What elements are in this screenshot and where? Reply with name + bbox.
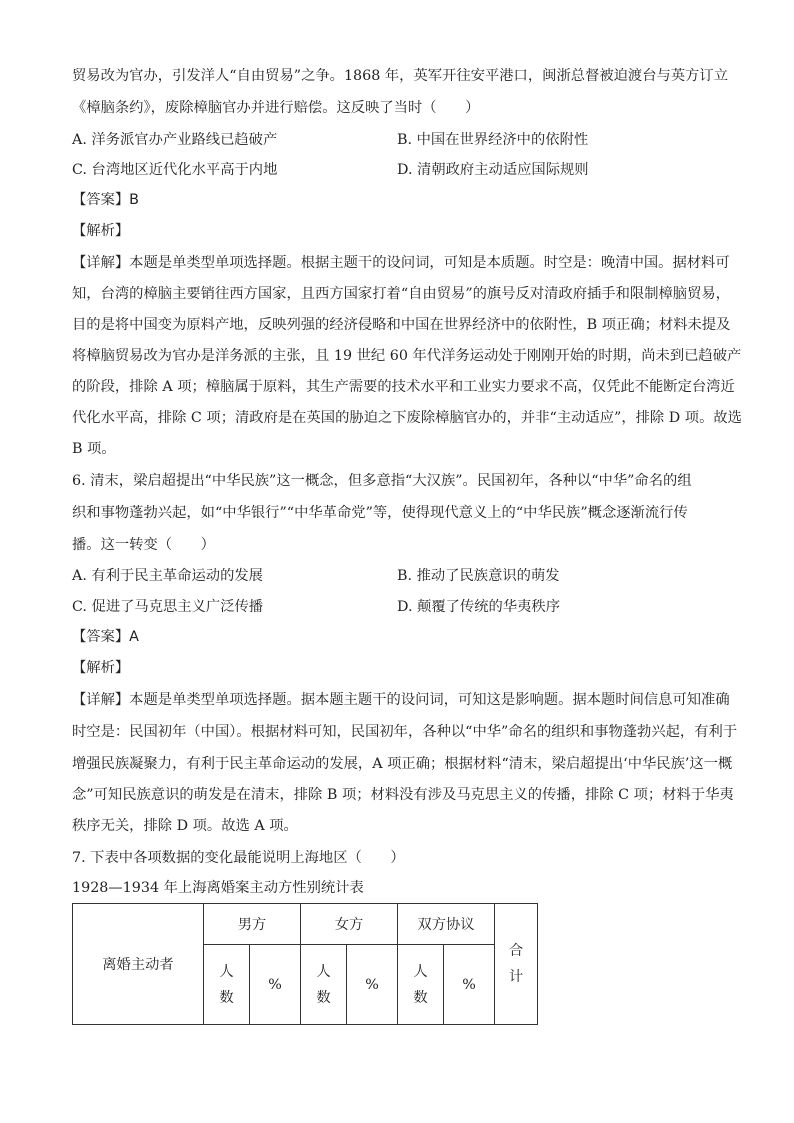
q5-detail-line-2: 知，台湾的樟脑主要销往西方国家，且西方国家打着“自由贸易”的旗号反对清政府插手和限制樟脑贸易， [72,286,730,302]
q5-option-b: B. 中国在世界经济中的依附性 [397,132,589,148]
q6-detail-line-2: 时空是：民国初年（中国）。根据材料可知，民国初年，各种以“中华”命名的组织和事物蓬勃兴起，有利于 [72,724,738,740]
q6-option-c: C. 促进了马克思主义广泛传播 [72,599,264,615]
q5-detail-line-4: 将樟脑贸易改为官办是洋务派的主张，且 19 世纪 60 年代洋务运动处于刚刚开始的时期，尚未到已趋破产 [72,348,742,364]
count-label: 人数 [413,963,428,1006]
group-header-mutual: 双方协议 [398,904,495,945]
q5-option-c: C. 台湾地区近代化水平高于内地 [72,162,278,178]
total-header-cell [495,904,538,1025]
q5-detail-line-7: B 项。 [72,441,116,457]
q6-option-d: D. 颠覆了传统的华夷秩序 [397,599,561,615]
q5-analysis-label: 【解析】 [72,223,130,239]
count-label: 人数 [219,963,234,1006]
q7-stem: 7. 下表中各项数据的变化最能说明上海地区（ ） [72,850,405,866]
q6-detail-line-5: 秩序无关，排除 D 项。故选 A 项。 [72,818,298,834]
q6-detail-line-4: 念”可知民族意识的萌发是在清末，排除 B 项；材料没有涉及马克思主义的传播，排除 C 项；材料于华夷 [72,787,734,803]
male-percent-header: % [250,945,301,1025]
male-count-header [204,945,250,1025]
row-header-cell: 离婚主动者 [73,904,204,1025]
q5-stem-line-1: 贸易改为官办，引发洋人“自由贸易”之争。1868 年，英军开往安平港口，闽浙总督被迫渡台与英方订立 [72,68,729,84]
q5-detail-line-5: 的阶段，排除 A 项；樟脑属于原料，其生产需要的技术水平和工业实力要求不高，仅凭此不能断定台湾近 [72,379,735,395]
mutual-percent-header: % [444,945,495,1025]
q6-analysis-label: 【解析】 [72,660,130,676]
mutual-count-header [398,945,444,1025]
total-header-label: 合计 [508,943,524,985]
divorce-statistics-table [72,903,538,1025]
q5-detail-line-6: 代化水平高，排除 C 项；清政府是在英国的胁迫之下废除樟脑官办的，并非“主动适应”，排除 D 项。故选 [72,410,742,426]
q6-detail-line-1: 【详解】本题是单类型单项选择题。据本题主题干的设问词，可知这是影响题。据本题时间信息可知准确 [72,692,730,708]
q7-table-title: 1928—1934 年上海离婚案主动方性别统计表 [72,880,364,896]
q6-stem-line-3: 播。这一转变（ ） [72,537,215,553]
count-label: 人数 [316,963,331,1006]
q6-option-b: B. 推动了民族意识的萌发 [397,568,560,584]
q6-stem-line-2: 织和事物蓬勃兴起，如“中华银行”“中华革命党”等，使得现代意义上的“中华民族”概念逐渐流行传 [72,505,688,521]
q5-detail-line-1: 【详解】本题是单类型单项选择题。根据主题干的设问词，可知是本质题。时空是：晚清中国。据材料可 [72,255,730,271]
q5-option-a: A. 洋务派官办产业路线已趋破产 [72,132,278,148]
q5-detail-line-3: 目的是将中国变为原料产地，反映列强的经济侵略和中国在世界经济中的依附性，B 项正确；材料未提及 [72,317,731,333]
group-header-male: 男方 [204,904,301,945]
q6-answer: 【答案】A [72,629,139,645]
female-count-header [301,945,347,1025]
table-header-row-1 [73,904,538,945]
q6-detail-line-3: 增强民族凝聚力，有利于民主革命运动的发展，A 项正确；根据材料“清末，梁启超提出‘中华民族’这一概 [72,756,733,772]
q6-stem-line-1: 6. 清末，梁启超提出“中华民族”这一概念，但多意指“大汉族”。民国初年，各种以“中华”命名的组 [72,473,692,489]
q5-answer: 【答案】B [72,192,139,208]
female-percent-header: % [347,945,398,1025]
q5-option-d: D. 清朝政府主动适应国际规则 [397,162,589,178]
group-header-female: 女方 [301,904,398,945]
q5-stem-line-2: 《樟脑条约》，废除樟脑官办并进行赔偿。这反映了当时（ ） [72,100,480,116]
q6-option-a: A. 有利于民主革命运动的发展 [72,568,263,584]
